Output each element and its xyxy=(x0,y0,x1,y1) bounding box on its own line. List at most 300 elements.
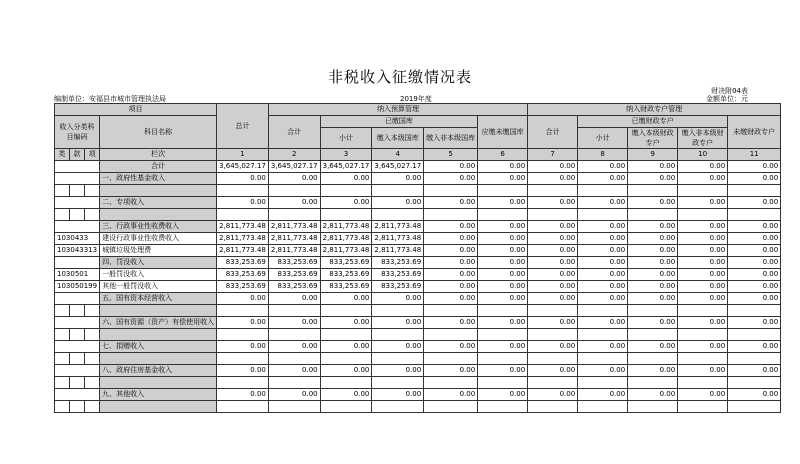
header-row-2 xyxy=(55,116,781,128)
empty-cell xyxy=(478,329,528,341)
subject-name: 其他一般罚没收入 xyxy=(100,281,217,293)
subject-name: 八、政府住房基金收入 xyxy=(100,365,217,377)
empty-cell xyxy=(478,401,528,413)
header-lei: 款 xyxy=(70,149,85,161)
empty-cell xyxy=(528,329,578,341)
amount-cell-col-2: 0.00 xyxy=(268,293,320,305)
amount-cell-col-6: 0.00 xyxy=(478,317,528,329)
subject-code: 1030501 xyxy=(55,269,100,281)
header-special-total: 合计 xyxy=(528,116,578,149)
amount-cell-col-1: 833,253.69 xyxy=(217,257,269,269)
empty-cell xyxy=(728,329,781,341)
amount-cell-col-1: 0.00 xyxy=(217,341,269,353)
empty-cell xyxy=(320,329,372,341)
amount-cell-col-5: 0.00 xyxy=(424,233,478,245)
amount-cell-col-8: 0.00 xyxy=(578,389,628,401)
amount-cell-col-4: 0.00 xyxy=(372,173,424,185)
amount-cell-col-1: 0.00 xyxy=(217,317,269,329)
empty-cell xyxy=(528,353,578,365)
empty-cell xyxy=(678,305,728,317)
amount-cell-col-10: 0.00 xyxy=(678,221,728,233)
amount-cell-col-3: 0.00 xyxy=(320,341,372,353)
empty-cell xyxy=(728,209,781,221)
empty-cell xyxy=(528,401,578,413)
header-budget-total: 合计 xyxy=(268,116,320,149)
amount-cell-col-7: 0.00 xyxy=(528,389,578,401)
amount-cell-col-2: 0.00 xyxy=(268,197,320,209)
empty-cell xyxy=(478,377,528,389)
amount-cell-col-6: 0.00 xyxy=(478,365,528,377)
amount-cell-col-9: 0.00 xyxy=(628,245,678,257)
empty-cell xyxy=(320,353,372,365)
amount-cell-col-10: 0.00 xyxy=(678,245,728,257)
empty-cell xyxy=(628,305,678,317)
amount-cell-col-6: 0.00 xyxy=(478,341,528,353)
empty-cell xyxy=(217,209,269,221)
amount-cell-col-3: 0.00 xyxy=(320,365,372,377)
col-num-4: 4 xyxy=(372,149,424,161)
empty-cell xyxy=(55,185,70,197)
amount-cell-col-2: 2,811,773.48 xyxy=(268,245,320,257)
amount-cell-col-2: 833,253.69 xyxy=(268,257,320,269)
table-row xyxy=(55,221,781,233)
empty-cell xyxy=(528,209,578,221)
amount-cell-col-8: 0.00 xyxy=(578,293,628,305)
amount-cell-col-1: 0.00 xyxy=(217,173,269,185)
table-row xyxy=(55,197,781,209)
subject-code xyxy=(55,293,100,305)
amount-cell-col-6: 0.00 xyxy=(478,389,528,401)
amount-cell-col-2: 0.00 xyxy=(268,317,320,329)
amount-cell-col-6: 0.00 xyxy=(478,269,528,281)
blank-row xyxy=(55,209,781,221)
amount-cell-col-1: 2,811,773.48 xyxy=(217,245,269,257)
subject-code xyxy=(55,197,100,209)
empty-cell xyxy=(478,209,528,221)
subject-code xyxy=(55,221,100,233)
amount-cell-col-11: 0.00 xyxy=(728,341,781,353)
col-num-1: 1 xyxy=(217,149,269,161)
header-into-other-treasury: 缴入非本级国库 xyxy=(424,128,478,149)
table-row xyxy=(55,257,781,269)
amount-cell-col-6: 0.00 xyxy=(478,173,528,185)
amount-cell-col-7: 0.00 xyxy=(528,173,578,185)
amount-cell-col-7: 0.00 xyxy=(528,317,578,329)
amount-cell-col-10: 0.00 xyxy=(678,269,728,281)
amount-cell-col-7: 0.00 xyxy=(528,365,578,377)
empty-cell xyxy=(85,401,100,413)
amount-cell-col-9: 0.00 xyxy=(628,221,678,233)
amount-cell-col-8: 0.00 xyxy=(578,365,628,377)
empty-cell xyxy=(268,305,320,317)
empty-cell xyxy=(70,185,85,197)
subject-name: 五、国有资本经营收入 xyxy=(100,293,217,305)
amount-cell-col-11: 0.00 xyxy=(728,317,781,329)
amount-cell-col-5: 0.00 xyxy=(424,365,478,377)
empty-cell xyxy=(678,185,728,197)
table-row xyxy=(55,389,781,401)
amount-cell-col-9: 0.00 xyxy=(628,269,678,281)
empty-cell xyxy=(372,329,424,341)
amount-cell-col-3: 0.00 xyxy=(320,389,372,401)
subject-name: 二、专项收入 xyxy=(100,197,217,209)
header-total: 总计 xyxy=(217,104,269,149)
subject-name: 九、其他收入 xyxy=(100,389,217,401)
amount-cell-col-5: 0.00 xyxy=(424,389,478,401)
amount-cell-col-1: 2,811,773.48 xyxy=(217,233,269,245)
amount-cell-col-10: 0.00 xyxy=(678,317,728,329)
header-into-own-treasury: 缴入本级国库 xyxy=(372,128,424,149)
reporting-unit: 编制单位：安福县市城市管理执法局 xyxy=(54,95,166,103)
amount-cell-col-2: 0.00 xyxy=(268,173,320,185)
amount-cell-col-2: 2,811,773.48 xyxy=(268,233,320,245)
empty-cell xyxy=(528,377,578,389)
amount-cell-col-8: 0.00 xyxy=(578,197,628,209)
empty-cell xyxy=(372,305,424,317)
blank-row xyxy=(55,353,781,365)
amount-cell-col-7: 0.00 xyxy=(528,233,578,245)
amount-cell-col-2: 3,645,027.17 xyxy=(268,161,320,173)
empty-cell xyxy=(578,329,628,341)
amount-cell-col-8: 0.00 xyxy=(578,173,628,185)
subject-name: 合计 xyxy=(100,161,217,173)
empty-cell xyxy=(424,209,478,221)
amount-cell-col-10: 0.00 xyxy=(678,257,728,269)
amount-cell-col-3: 833,253.69 xyxy=(320,269,372,281)
amount-cell-col-5: 0.00 xyxy=(424,317,478,329)
amount-cell-col-6: 0.00 xyxy=(478,233,528,245)
empty-cell xyxy=(217,353,269,365)
empty-cell xyxy=(320,377,372,389)
subject-name: 四、罚没收入 xyxy=(100,257,217,269)
amount-cell-col-4: 0.00 xyxy=(372,365,424,377)
empty-cell xyxy=(85,353,100,365)
amount-cell-col-7: 0.00 xyxy=(528,161,578,173)
subject-code xyxy=(55,257,100,269)
amount-cell-col-3: 0.00 xyxy=(320,173,372,185)
header-subject-name: 科目名称 xyxy=(100,116,217,149)
table-row xyxy=(55,245,781,257)
empty-cell xyxy=(70,209,85,221)
empty-cell xyxy=(678,377,728,389)
empty-cell xyxy=(478,305,528,317)
amount-cell-col-9: 0.00 xyxy=(628,365,678,377)
amount-cell-col-3: 0.00 xyxy=(320,317,372,329)
amount-cell-col-2: 0.00 xyxy=(268,365,320,377)
empty-cell xyxy=(424,185,478,197)
amount-cell-col-1: 0.00 xyxy=(217,389,269,401)
amount-cell-col-2: 833,253.69 xyxy=(268,269,320,281)
amount-cell-col-8: 0.00 xyxy=(578,233,628,245)
empty-cell xyxy=(628,401,678,413)
subject-code xyxy=(55,389,100,401)
empty-cell xyxy=(578,305,628,317)
amount-cell-col-8: 0.00 xyxy=(578,161,628,173)
amount-cell-col-8: 0.00 xyxy=(578,281,628,293)
empty-cell xyxy=(678,329,728,341)
amount-cell-col-9: 0.00 xyxy=(628,161,678,173)
amount-cell-col-11: 0.00 xyxy=(728,197,781,209)
empty-cell xyxy=(217,401,269,413)
header-not-collected-special: 未缴财政专户 xyxy=(728,116,781,149)
table-body xyxy=(55,104,781,413)
col-num-6: 6 xyxy=(478,149,528,161)
amount-cell-col-5: 0.00 xyxy=(424,173,478,185)
empty-cell xyxy=(628,185,678,197)
amount-cell-col-11: 0.00 xyxy=(728,389,781,401)
empty-cell xyxy=(678,401,728,413)
empty-cell xyxy=(320,305,372,317)
empty-cell xyxy=(217,377,269,389)
amount-cell-col-5: 0.00 xyxy=(424,245,478,257)
blank-row xyxy=(55,401,781,413)
empty-cell xyxy=(578,209,628,221)
empty-cell xyxy=(372,353,424,365)
subject-code xyxy=(55,365,100,377)
col-num-3: 3 xyxy=(320,149,372,161)
empty-cell xyxy=(85,329,100,341)
amount-cell-col-2: 2,811,773.48 xyxy=(268,221,320,233)
amount-cell-col-5: 0.00 xyxy=(424,221,478,233)
amount-cell-col-4: 0.00 xyxy=(372,389,424,401)
empty-cell xyxy=(85,185,100,197)
empty-cell xyxy=(55,353,70,365)
blank-row xyxy=(55,377,781,389)
empty-cell xyxy=(55,329,70,341)
col-num-10: 10 xyxy=(678,149,728,161)
amount-cell-col-11: 0.00 xyxy=(728,173,781,185)
table-row xyxy=(55,365,781,377)
amount-cell-col-11: 0.00 xyxy=(728,269,781,281)
amount-cell-col-2: 0.00 xyxy=(268,341,320,353)
amount-cell-col-3: 3,645,027.17 xyxy=(320,161,372,173)
amount-cell-col-1: 0.00 xyxy=(217,365,269,377)
empty-cell xyxy=(578,353,628,365)
amount-cell-col-6: 0.00 xyxy=(478,257,528,269)
amount-cell-col-11: 0.00 xyxy=(728,293,781,305)
amount-cell-col-2: 833,253.69 xyxy=(268,281,320,293)
empty-cell xyxy=(424,329,478,341)
header-into-own-special: 缴入本级财政专户 xyxy=(628,128,678,149)
amount-cell-col-4: 833,253.69 xyxy=(372,257,424,269)
amount-cell-col-6: 0.00 xyxy=(478,293,528,305)
amount-cell-col-4: 0.00 xyxy=(372,197,424,209)
subject-code xyxy=(55,161,100,173)
empty-cell xyxy=(268,209,320,221)
empty-cell xyxy=(478,185,528,197)
amount-cell-col-6: 0.00 xyxy=(478,197,528,209)
empty-cell xyxy=(100,353,217,365)
amount-cell-col-11: 0.00 xyxy=(728,161,781,173)
col-num-2: 2 xyxy=(268,149,320,161)
amount-cell-col-1: 0.00 xyxy=(217,293,269,305)
amount-cell-col-9: 0.00 xyxy=(628,233,678,245)
empty-cell xyxy=(70,401,85,413)
empty-cell xyxy=(100,305,217,317)
subject-code xyxy=(55,317,100,329)
amount-cell-col-3: 2,811,773.48 xyxy=(320,233,372,245)
table-row xyxy=(55,317,781,329)
empty-cell xyxy=(268,353,320,365)
amount-cell-col-9: 0.00 xyxy=(628,281,678,293)
amount-cell-col-9: 0.00 xyxy=(628,257,678,269)
amount-cell-col-11: 0.00 xyxy=(728,245,781,257)
amount-cell-col-10: 0.00 xyxy=(678,365,728,377)
amount-cell-col-1: 833,253.69 xyxy=(217,281,269,293)
empty-cell xyxy=(424,305,478,317)
table-row xyxy=(55,233,781,245)
header-row-1 xyxy=(55,104,781,116)
empty-cell xyxy=(628,377,678,389)
amount-cell-col-4: 2,811,773.48 xyxy=(372,233,424,245)
amount-cell-col-3: 833,253.69 xyxy=(320,281,372,293)
amount-cell-col-5: 0.00 xyxy=(424,197,478,209)
amount-cell-col-6: 0.00 xyxy=(478,245,528,257)
report-title: 非税收入征缴情况表 xyxy=(327,68,472,86)
empty-cell xyxy=(55,209,70,221)
empty-cell xyxy=(100,329,217,341)
header-xiang: 项 xyxy=(85,149,100,161)
header-row-5 xyxy=(55,149,781,161)
empty-cell xyxy=(100,209,217,221)
header-item: 项目 xyxy=(55,104,217,116)
empty-cell xyxy=(728,377,781,389)
header-into-other-special: 缴入非本级财政专户 xyxy=(678,128,728,149)
amount-cell-col-5: 0.00 xyxy=(424,281,478,293)
empty-cell xyxy=(70,377,85,389)
empty-cell xyxy=(728,305,781,317)
amount-cell-col-8: 0.00 xyxy=(578,317,628,329)
empty-cell xyxy=(217,305,269,317)
table-row xyxy=(55,269,781,281)
empty-cell xyxy=(578,185,628,197)
amount-cell-col-4: 0.00 xyxy=(372,317,424,329)
amount-cell-col-5: 0.00 xyxy=(424,269,478,281)
subject-code: 103050199 xyxy=(55,281,100,293)
empty-cell xyxy=(728,353,781,365)
amount-cell-col-11: 0.00 xyxy=(728,257,781,269)
table-row xyxy=(55,161,781,173)
amount-cell-col-1: 833,253.69 xyxy=(217,269,269,281)
table-row xyxy=(55,341,781,353)
amount-cell-col-10: 0.00 xyxy=(678,161,728,173)
empty-cell xyxy=(528,185,578,197)
empty-cell xyxy=(100,377,217,389)
empty-cell xyxy=(70,329,85,341)
amount-cell-col-1: 3,645,027.17 xyxy=(217,161,269,173)
subject-name: 六、国有资源（资产）有偿使用收入 xyxy=(100,317,217,329)
subject-code: 103043313 xyxy=(55,245,100,257)
subject-code xyxy=(55,173,100,185)
amount-cell-col-6: 0.00 xyxy=(478,161,528,173)
blank-row xyxy=(55,305,781,317)
empty-cell xyxy=(70,305,85,317)
blank-row xyxy=(55,329,781,341)
empty-cell xyxy=(628,209,678,221)
amount-cell-col-1: 0.00 xyxy=(217,197,269,209)
amount-cell-col-10: 0.00 xyxy=(678,197,728,209)
amount-cell-col-11: 0.00 xyxy=(728,221,781,233)
amount-cell-col-6: 0.00 xyxy=(478,221,528,233)
subject-name: 三、行政事业性收费收入 xyxy=(100,221,217,233)
non-tax-revenue-table xyxy=(54,103,781,413)
amount-cell-col-9: 0.00 xyxy=(628,293,678,305)
subject-name: 建设行政事业性收费收入 xyxy=(100,233,217,245)
amount-cell-col-7: 0.00 xyxy=(528,341,578,353)
empty-cell xyxy=(268,329,320,341)
empty-cell xyxy=(217,329,269,341)
amount-cell-col-3: 2,811,773.48 xyxy=(320,245,372,257)
subject-name: 城镇垃圾处理费 xyxy=(100,245,217,257)
empty-cell xyxy=(372,377,424,389)
amount-cell-col-7: 0.00 xyxy=(528,197,578,209)
amount-cell-col-9: 0.00 xyxy=(628,173,678,185)
empty-cell xyxy=(628,353,678,365)
amount-cell-col-3: 0.00 xyxy=(320,197,372,209)
amount-cell-col-7: 0.00 xyxy=(528,269,578,281)
amount-cell-col-8: 0.00 xyxy=(578,341,628,353)
amount-cell-col-9: 0.00 xyxy=(628,389,678,401)
empty-cell xyxy=(424,353,478,365)
amount-cell-col-8: 0.00 xyxy=(578,257,628,269)
amount-cell-col-7: 0.00 xyxy=(528,245,578,257)
empty-cell xyxy=(372,401,424,413)
amount-cell-col-10: 0.00 xyxy=(678,173,728,185)
empty-cell xyxy=(55,305,70,317)
amount-cell-col-4: 0.00 xyxy=(372,293,424,305)
amount-cell-col-10: 0.00 xyxy=(678,293,728,305)
header-column-index: 栏次 xyxy=(100,149,217,161)
amount-cell-col-5: 0.00 xyxy=(424,293,478,305)
amount-cell-col-11: 0.00 xyxy=(728,365,781,377)
empty-cell xyxy=(728,401,781,413)
empty-cell xyxy=(424,377,478,389)
amount-cell-col-4: 833,253.69 xyxy=(372,269,424,281)
empty-cell xyxy=(85,209,100,221)
header-treasury-subtotal: 小计 xyxy=(320,128,372,149)
amount-cell-col-9: 0.00 xyxy=(628,317,678,329)
col-num-7: 7 xyxy=(528,149,578,161)
amount-cell-col-4: 2,811,773.48 xyxy=(372,245,424,257)
table-row xyxy=(55,293,781,305)
empty-cell xyxy=(268,401,320,413)
amount-cell-col-8: 0.00 xyxy=(578,269,628,281)
amount-cell-col-10: 0.00 xyxy=(678,233,728,245)
empty-cell xyxy=(85,377,100,389)
amount-cell-col-4: 0.00 xyxy=(372,341,424,353)
empty-cell xyxy=(268,377,320,389)
header-not-collected-treasury: 应缴未缴国库 xyxy=(478,116,528,149)
form-code: 财决附04表 xyxy=(711,87,748,95)
amount-cell-col-8: 0.00 xyxy=(578,245,628,257)
amount-cell-col-3: 833,253.69 xyxy=(320,257,372,269)
subject-name: 一般罚没收入 xyxy=(100,269,217,281)
amount-cell-col-4: 3,645,027.17 xyxy=(372,161,424,173)
empty-cell xyxy=(55,377,70,389)
empty-cell xyxy=(372,209,424,221)
amount-cell-col-10: 0.00 xyxy=(678,281,728,293)
amount-cell-col-5: 0.00 xyxy=(424,257,478,269)
header-collected-treasury: 已缴国库 xyxy=(320,116,478,128)
empty-cell xyxy=(268,185,320,197)
amount-cell-col-11: 0.00 xyxy=(728,233,781,245)
amount-cell-col-3: 0.00 xyxy=(320,293,372,305)
currency-unit: 金额单位：元 xyxy=(706,95,748,103)
amount-cell-col-1: 2,811,773.48 xyxy=(217,221,269,233)
empty-cell xyxy=(217,185,269,197)
empty-cell xyxy=(424,401,478,413)
empty-cell xyxy=(678,209,728,221)
